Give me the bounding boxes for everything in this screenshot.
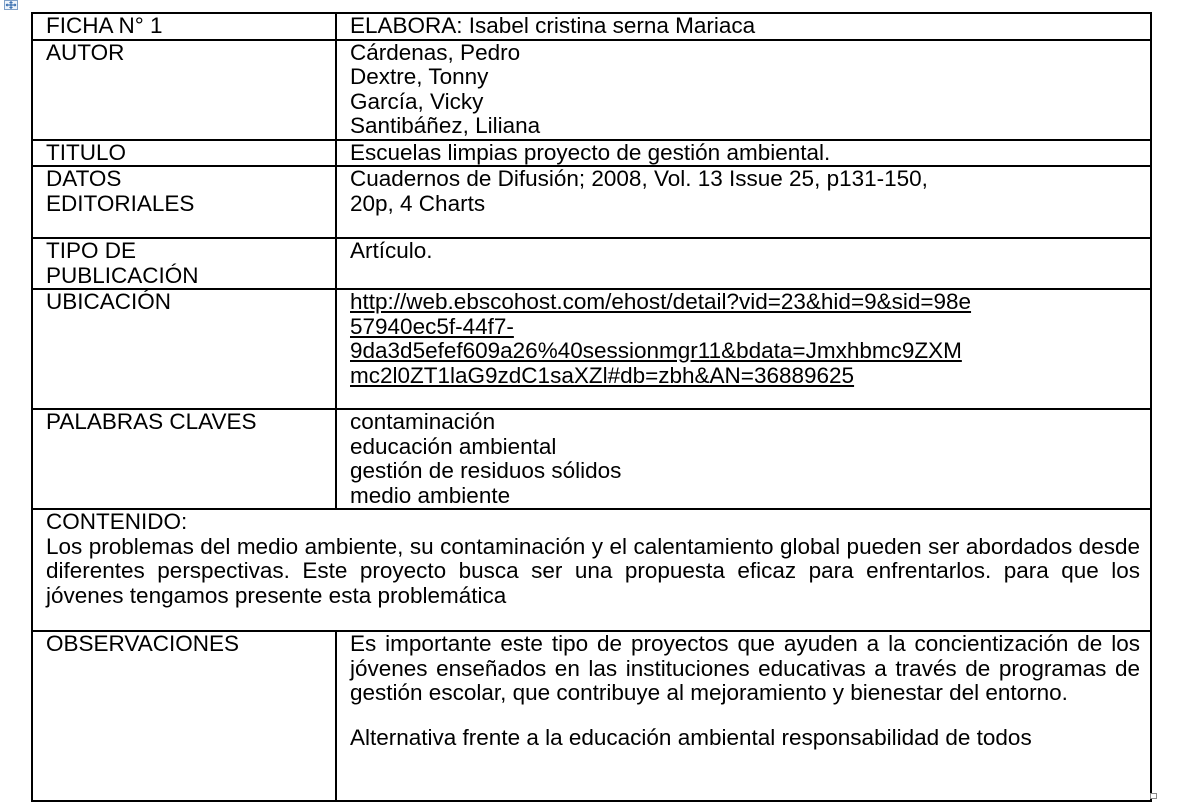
ubicacion-link[interactable]: http://web.ebscohost.com/ehost/detail?vid=23&hid=9&sid=98e: [350, 289, 972, 314]
titulo-value-cell: [336, 140, 1151, 167]
datos-label: DATOS: [46, 166, 122, 191]
datos-value-cell: [336, 166, 1151, 238]
autor-name: García, Vicky: [350, 88, 484, 114]
datos-label: EDITORIALES: [46, 190, 195, 216]
row-datos-editoriales: [32, 166, 1151, 238]
ubicacion-label: UBICACIÓN: [46, 289, 172, 314]
palabras-label: PALABRAS CLAVES: [46, 409, 257, 434]
observaciones-label: OBSERVACIONES: [46, 631, 239, 656]
elabora-cell: [336, 13, 1151, 40]
palabras-label-cell: [32, 409, 336, 509]
ubicacion-value-cell: [336, 289, 1151, 409]
autor-name: Dextre, Tonny: [350, 64, 489, 89]
ubicacion-link[interactable]: 57940ec5f-44f7-: [350, 313, 514, 339]
row-observaciones: [32, 631, 1151, 801]
autor-label: AUTOR: [46, 39, 125, 65]
palabra-clave: medio ambiente: [350, 482, 511, 508]
autor-name: Santibáñez, Liliana: [350, 113, 541, 138]
palabra-clave: educación ambiental: [350, 433, 557, 459]
tipo-label: TIPO DE: [46, 238, 137, 263]
ubicacion-label-cell: [32, 289, 336, 409]
palabras-value-cell: [336, 409, 1151, 509]
ubicacion-link[interactable]: 9da3d5efef609a26%40sessionmgr11&bdata=Jmxhbmc9ZXM: [350, 338, 962, 363]
contenido-text: Los problemas del medio ambiente, su contaminación y el calentamiento global pueden ser abordados desde diferentes perspectivas. Este proyecto busca ser una propuesta eficaz para enfrentarlos. para que los jóvenes tengamos presente esta problemática: [46, 533, 1140, 608]
ficha-label-cell: [32, 13, 336, 40]
tipo-label: PUBLICACIÓN: [46, 262, 199, 288]
observaciones-paragraph: Alternativa frente a la educación ambiental responsabilidad de todos: [350, 724, 1032, 750]
elabora-value: ELABORA: Isabel cristina serna Mariaca: [350, 13, 756, 38]
move-cross-icon: [5, 1, 17, 9]
autor-label-cell: [32, 40, 336, 140]
table-move-handle[interactable]: [4, 0, 18, 10]
palabra-clave: gestión de residuos sólidos: [350, 458, 622, 483]
observaciones-paragraph: Es importante este tipo de proyectos que ayuden a la concientización de los jóvenes enseñados en las instituciones educativas a través de programas de gestión escolar, que contribuye al mejoramiento y bienestar del entorno.: [350, 631, 1140, 705]
table-resize-handle[interactable]: [1150, 793, 1157, 799]
ubicacion-link[interactable]: mc2l0ZT1laG9zdC1saXZl#db=zbh&AN=36889625: [350, 362, 855, 388]
row-tipo-publicacion: [32, 238, 1151, 289]
tipo-value: Artículo.: [350, 238, 433, 263]
titulo-label: TITULO: [46, 139, 127, 165]
autor-value-cell: [336, 40, 1151, 140]
datos-value: 20p, 4 Charts: [350, 190, 486, 216]
row-contenido: [32, 509, 1151, 631]
palabra-clave: contaminación: [350, 409, 496, 434]
titulo-value: Escuelas limpias proyecto de gestión ambiental.: [350, 139, 831, 165]
datos-value: Cuadernos de Difusión; 2008, Vol. 13 Issue 25, p131-150,: [350, 166, 928, 191]
row-titulo: [32, 140, 1151, 167]
autor-name: Cárdenas, Pedro: [350, 39, 521, 65]
ficha-label: FICHA N° 1: [46, 13, 163, 38]
datos-label-cell: [32, 166, 336, 238]
observaciones-value-cell: [336, 631, 1151, 801]
ficha-table: [31, 12, 1152, 802]
paragraph-gap: [350, 706, 1140, 726]
tipo-label-cell: [32, 238, 336, 289]
contenido-label: CONTENIDO:: [46, 509, 188, 534]
tipo-value-cell: [336, 238, 1151, 289]
row-ficha: [32, 13, 1151, 40]
observaciones-label-cell: [32, 631, 336, 801]
row-autor: [32, 40, 1151, 140]
contenido-cell: [32, 509, 1151, 631]
row-palabras-claves: [32, 409, 1151, 509]
row-ubicacion: [32, 289, 1151, 409]
titulo-label-cell: [32, 140, 336, 167]
